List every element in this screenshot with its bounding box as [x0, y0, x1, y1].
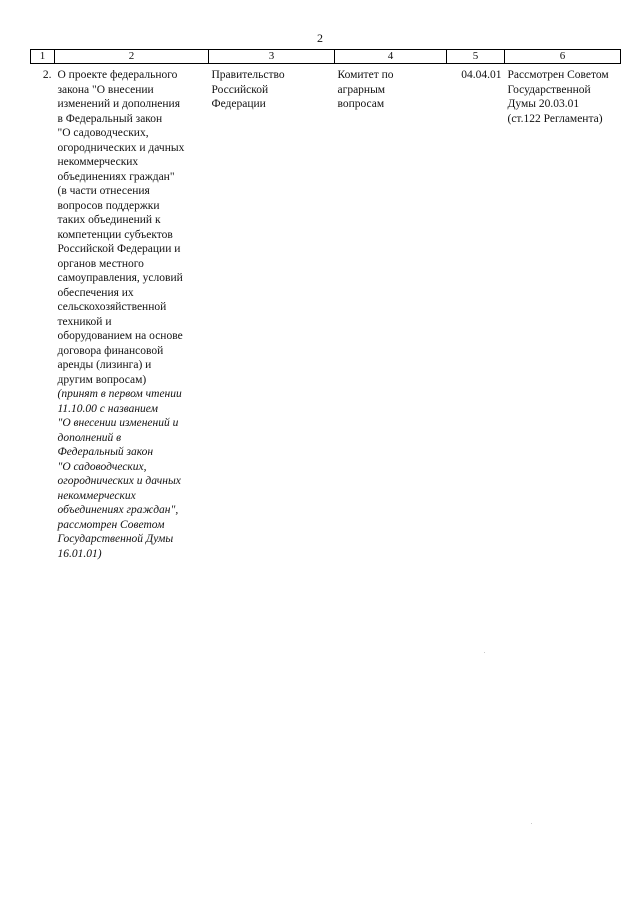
- date: 04.04.01: [461, 69, 502, 81]
- column-header-6: 6: [505, 50, 621, 64]
- date-cell: [447, 64, 505, 562]
- row-number: 2.: [42, 69, 52, 81]
- column-header-4: 4: [335, 50, 447, 64]
- table-row: [31, 64, 621, 562]
- bill-note: (принят в первом чтении 11.10.00 с названием "О внесении изменений и дополнений в Федеральный закон "О садоводческих, огороднических и дачных некоммерческих объединениях граждан", рассмотрен Советом Государственной Думы 16.01.01): [57, 388, 182, 560]
- scan-speck: [531, 823, 532, 824]
- status: Рассмотрен Советом Государственной Думы 20.03.01 (ст.122 Регламента): [507, 69, 609, 125]
- document-table: [30, 49, 621, 561]
- committee-cell: [335, 64, 447, 562]
- column-header-5: 5: [447, 50, 505, 64]
- status-cell: [505, 64, 621, 562]
- initiator-cell: [209, 64, 335, 562]
- initiator: Правительство Российской Федерации: [211, 69, 285, 110]
- column-header-2: 2: [55, 50, 209, 64]
- committee: Комитет по аграрным вопросам: [337, 69, 394, 110]
- scan-speck: [484, 652, 485, 653]
- column-header-3: 3: [209, 50, 335, 64]
- bill-title: О проекте федерального закона "О внесении изменений и дополнения в Федеральный закон "О садоводческих, огороднических и дачных некоммерческих объединениях граждан" (в части отнесения вопросов поддержки таких объединений к компетенции субъектов Российской Федерации и органов местного самоуправления, условий обеспечения их сельскохозяйственной техникой и оборудованием на основе договора финансовой аренды (лизинга) и другим вопросам): [57, 69, 185, 386]
- page-number: 2: [317, 31, 323, 45]
- column-header-1: 1: [31, 50, 55, 64]
- table-header-row: [31, 50, 621, 64]
- bill-title-cell: [55, 64, 209, 562]
